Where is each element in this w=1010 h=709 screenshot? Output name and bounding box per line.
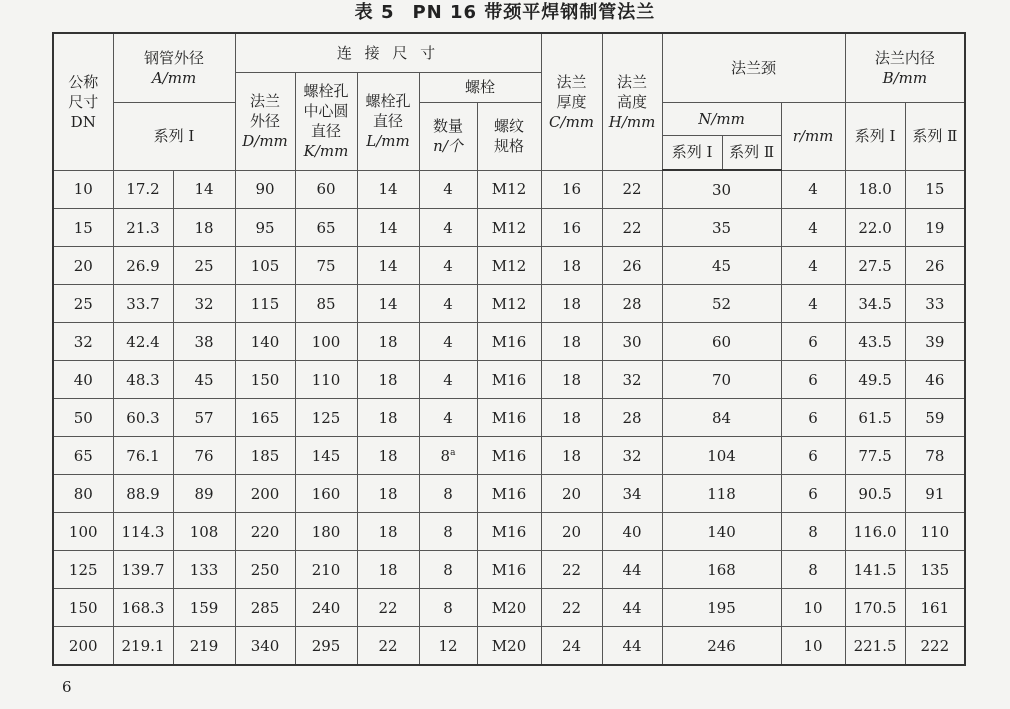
table-cell: 78 [905, 437, 965, 475]
table-cell: 65 [295, 209, 357, 247]
table-cell: 195 [662, 589, 781, 627]
table-cell: 8 [781, 551, 845, 589]
table-cell: 6 [781, 475, 845, 513]
table-cell: 46 [905, 361, 965, 399]
table-cell: 76 [173, 437, 235, 475]
table-row [53, 437, 965, 475]
table-cell: 104 [662, 437, 781, 475]
table-cell: 118 [662, 475, 781, 513]
table-cell: 116.0 [845, 513, 905, 551]
table-cell: 18 [541, 399, 602, 437]
table-cell: 115 [235, 285, 295, 323]
table-cell: 27.5 [845, 247, 905, 285]
table-cell: 28 [602, 285, 662, 323]
header-pipe-od: 钢管外径 A/mm [113, 33, 235, 102]
header-dn: 公称 尺寸 DN [53, 33, 113, 170]
table-cell: 14 [357, 209, 419, 247]
flange-spec-table [52, 32, 966, 666]
table-cell: 43.5 [845, 323, 905, 361]
table-cell: 4 [419, 361, 477, 399]
table-cell: 4 [419, 285, 477, 323]
table-cell: 32 [173, 285, 235, 323]
table-cell: 38 [173, 323, 235, 361]
table-cell: 110 [295, 361, 357, 399]
table-cell: 32 [602, 437, 662, 475]
table-cell: 8 [419, 551, 477, 589]
table-cell: 165 [235, 399, 295, 437]
table-cell: 8$^a$ [419, 437, 477, 475]
table-cell: 28 [602, 399, 662, 437]
table-caption: PN 16 带颈平焊钢制管法兰 [412, 2, 656, 23]
table-cell: 6 [781, 323, 845, 361]
table-cell: 220 [235, 513, 295, 551]
table-cell: 133 [173, 551, 235, 589]
table-row [53, 361, 965, 399]
table-cell: 18 [541, 247, 602, 285]
table-cell: 18.0 [845, 170, 905, 209]
table-cell: 45 [662, 247, 781, 285]
table-cell: 219 [173, 627, 235, 666]
table-cell: 141.5 [845, 551, 905, 589]
table-cell: 114.3 [113, 513, 173, 551]
table-cell: 35 [662, 209, 781, 247]
table-cell: 100 [295, 323, 357, 361]
table-cell: 18 [541, 323, 602, 361]
table-cell: 26 [602, 247, 662, 285]
table-cell: M16 [477, 323, 541, 361]
table-cell: 4 [419, 247, 477, 285]
table-cell: 110 [905, 513, 965, 551]
header-neck: 法兰颈 [662, 33, 845, 102]
header-flange-od: 法兰 外径 D/mm [235, 72, 295, 170]
table-cell: 4 [781, 209, 845, 247]
header-bore: 法兰内径 B/mm [845, 33, 965, 102]
table-cell: M16 [477, 361, 541, 399]
table-cell: 200 [53, 627, 113, 666]
table-cell: 8 [419, 589, 477, 627]
table-cell: 22 [602, 170, 662, 209]
table-cell: 210 [295, 551, 357, 589]
table-cell: 16 [541, 170, 602, 209]
table-cell: 4 [419, 170, 477, 209]
table-row [53, 475, 965, 513]
table-cell: 70 [662, 361, 781, 399]
table-cell: 140 [662, 513, 781, 551]
table-cell: 125 [53, 551, 113, 589]
table-cell: 108 [173, 513, 235, 551]
table-cell: 18 [541, 361, 602, 399]
table-cell: 18 [357, 437, 419, 475]
table-cell: 105 [235, 247, 295, 285]
table-cell: 4 [781, 170, 845, 209]
table-cell: 250 [235, 551, 295, 589]
table-row [53, 589, 965, 627]
page-number: 6 [62, 678, 72, 696]
table-cell: 22 [602, 209, 662, 247]
table-cell: 18 [357, 513, 419, 551]
table-cell: 15 [53, 209, 113, 247]
header-bolt: 螺栓 [419, 72, 541, 102]
header-bolt-thread: 螺纹 规格 [477, 102, 541, 170]
table-cell: 80 [53, 475, 113, 513]
table-cell: 10 [781, 589, 845, 627]
table-cell: 34 [602, 475, 662, 513]
table-cell: 18 [357, 323, 419, 361]
table-cell: 85 [295, 285, 357, 323]
table-cell: 18 [541, 285, 602, 323]
table-cell: 4 [419, 209, 477, 247]
table-cell: 20 [541, 475, 602, 513]
table-cell: M12 [477, 209, 541, 247]
table-cell: 34.5 [845, 285, 905, 323]
table-cell: 60 [295, 170, 357, 209]
table-cell: 10 [53, 170, 113, 209]
table-cell: 52 [662, 285, 781, 323]
header-bore-series1: 系列 Ⅰ [845, 102, 905, 170]
header-bolt-hole: 螺栓孔 直径 L/mm [357, 72, 419, 170]
table-cell: 6 [781, 437, 845, 475]
table-cell: 48.3 [113, 361, 173, 399]
table-cell: 22 [357, 589, 419, 627]
table-cell: 44 [602, 627, 662, 666]
table-cell: 22 [357, 627, 419, 666]
table-cell: 30 [602, 323, 662, 361]
table-cell: M20 [477, 627, 541, 666]
table-cell: M12 [477, 285, 541, 323]
table-cell: 8 [419, 513, 477, 551]
table-cell: 145 [295, 437, 357, 475]
table-cell: 20 [53, 247, 113, 285]
table-cell: 84 [662, 399, 781, 437]
header-neck-series2: 系列 Ⅱ [722, 135, 781, 170]
header-neck-r: r/mm [781, 102, 845, 170]
table-cell: 25 [53, 285, 113, 323]
table-cell: 135 [905, 551, 965, 589]
table-cell: 60 [662, 323, 781, 361]
table-cell: 14 [357, 247, 419, 285]
table-row [53, 323, 965, 361]
table-cell: 20 [541, 513, 602, 551]
table-cell: 140 [235, 323, 295, 361]
table-cell: M16 [477, 513, 541, 551]
table-row [53, 170, 965, 209]
table-cell: 10 [781, 627, 845, 666]
table-cell: 17.2 [113, 170, 173, 209]
table-cell: 180 [295, 513, 357, 551]
table-cell: 15 [905, 170, 965, 209]
table-cell: 18 [357, 551, 419, 589]
table-cell: 14 [173, 170, 235, 209]
table-cell: 26 [905, 247, 965, 285]
table-cell: 4 [419, 399, 477, 437]
footnote-marker: a [450, 447, 456, 458]
table-cell: 222 [905, 627, 965, 666]
table-cell: 18 [357, 361, 419, 399]
table-cell: M16 [477, 437, 541, 475]
table-cell: 32 [53, 323, 113, 361]
table-cell: 18 [357, 399, 419, 437]
table-cell: M16 [477, 551, 541, 589]
table-cell: 60.3 [113, 399, 173, 437]
header-series1-od: 系列 Ⅰ [113, 102, 235, 170]
table-cell: 168 [662, 551, 781, 589]
table-cell: 75 [295, 247, 357, 285]
table-cell: 24 [541, 627, 602, 666]
table-cell: M16 [477, 475, 541, 513]
table-cell: 18 [357, 475, 419, 513]
table-cell: 185 [235, 437, 295, 475]
table-cell: 246 [662, 627, 781, 666]
table-cell: 95 [235, 209, 295, 247]
table-cell: 91 [905, 475, 965, 513]
header-thickness: 法兰 厚度 C/mm [541, 33, 602, 170]
table-cell: 6 [781, 399, 845, 437]
table-cell: 39 [905, 323, 965, 361]
table-cell: 33.7 [113, 285, 173, 323]
table-cell: 150 [235, 361, 295, 399]
table-cell: 65 [53, 437, 113, 475]
table-cell: 285 [235, 589, 295, 627]
table-row [53, 551, 965, 589]
table-cell: M16 [477, 399, 541, 437]
table-cell: 139.7 [113, 551, 173, 589]
table-number: 表 5 [354, 2, 395, 23]
table-cell: 49.5 [845, 361, 905, 399]
header-neck-n: N/mm [662, 102, 781, 135]
table-cell: 125 [295, 399, 357, 437]
table-row [53, 209, 965, 247]
table-cell: 21.3 [113, 209, 173, 247]
table-cell: 59 [905, 399, 965, 437]
table-cell: 32 [602, 361, 662, 399]
table-cell: M12 [477, 170, 541, 209]
table-cell: 18 [173, 209, 235, 247]
table-row [53, 247, 965, 285]
table-cell: 90 [235, 170, 295, 209]
table-cell: 160 [295, 475, 357, 513]
header-height: 法兰 高度 H/mm [602, 33, 662, 170]
table-cell: 22 [541, 589, 602, 627]
header-neck-series1: 系列 Ⅰ [662, 135, 722, 170]
table-cell: 168.3 [113, 589, 173, 627]
table-cell: 30 [662, 170, 781, 209]
table-cell: 219.1 [113, 627, 173, 666]
table-cell: 44 [602, 551, 662, 589]
table-cell: 76.1 [113, 437, 173, 475]
table-cell: 40 [602, 513, 662, 551]
table-cell: 88.9 [113, 475, 173, 513]
table-row [53, 285, 965, 323]
table-cell: 14 [357, 285, 419, 323]
table-cell: 100 [53, 513, 113, 551]
table-cell: 14 [357, 170, 419, 209]
table-cell: 44 [602, 589, 662, 627]
table-cell: 22 [541, 551, 602, 589]
table-cell: 4 [781, 247, 845, 285]
table-cell: 77.5 [845, 437, 905, 475]
table-cell: 159 [173, 589, 235, 627]
table-cell: 19 [905, 209, 965, 247]
table-cell: 40 [53, 361, 113, 399]
table-cell: 150 [53, 589, 113, 627]
table-cell: 8 [419, 475, 477, 513]
table-cell: 4 [781, 285, 845, 323]
header-bore-series2: 系列 Ⅱ [905, 102, 965, 170]
table-row [53, 513, 965, 551]
table-row [53, 399, 965, 437]
table-cell: 42.4 [113, 323, 173, 361]
table-row [53, 627, 965, 666]
table-cell: 33 [905, 285, 965, 323]
table-cell: 89 [173, 475, 235, 513]
table-cell: 8 [781, 513, 845, 551]
table-cell: M20 [477, 589, 541, 627]
table-cell: 200 [235, 475, 295, 513]
table-cell: 26.9 [113, 247, 173, 285]
table-cell: 340 [235, 627, 295, 666]
table-cell: 57 [173, 399, 235, 437]
table-cell: 50 [53, 399, 113, 437]
table-cell: 61.5 [845, 399, 905, 437]
table-cell: 16 [541, 209, 602, 247]
table-cell: 25 [173, 247, 235, 285]
table-cell: 4 [419, 323, 477, 361]
header-bolt-circle: 螺栓孔 中心圆 直径 K/mm [295, 72, 357, 170]
table-cell: 240 [295, 589, 357, 627]
table-cell: 221.5 [845, 627, 905, 666]
header-connection: 连 接 尺 寸 [235, 33, 541, 72]
table-cell: 18 [541, 437, 602, 475]
table-cell: 6 [781, 361, 845, 399]
table-cell: 161 [905, 589, 965, 627]
header-bolt-qty: 数量 n/个 [419, 102, 477, 170]
table-cell: 170.5 [845, 589, 905, 627]
table-title [0, 0, 1010, 28]
table-cell: 295 [295, 627, 357, 666]
table-cell: 12 [419, 627, 477, 666]
table-cell: 90.5 [845, 475, 905, 513]
table-cell: 45 [173, 361, 235, 399]
table-cell: M12 [477, 247, 541, 285]
table-cell: 22.0 [845, 209, 905, 247]
